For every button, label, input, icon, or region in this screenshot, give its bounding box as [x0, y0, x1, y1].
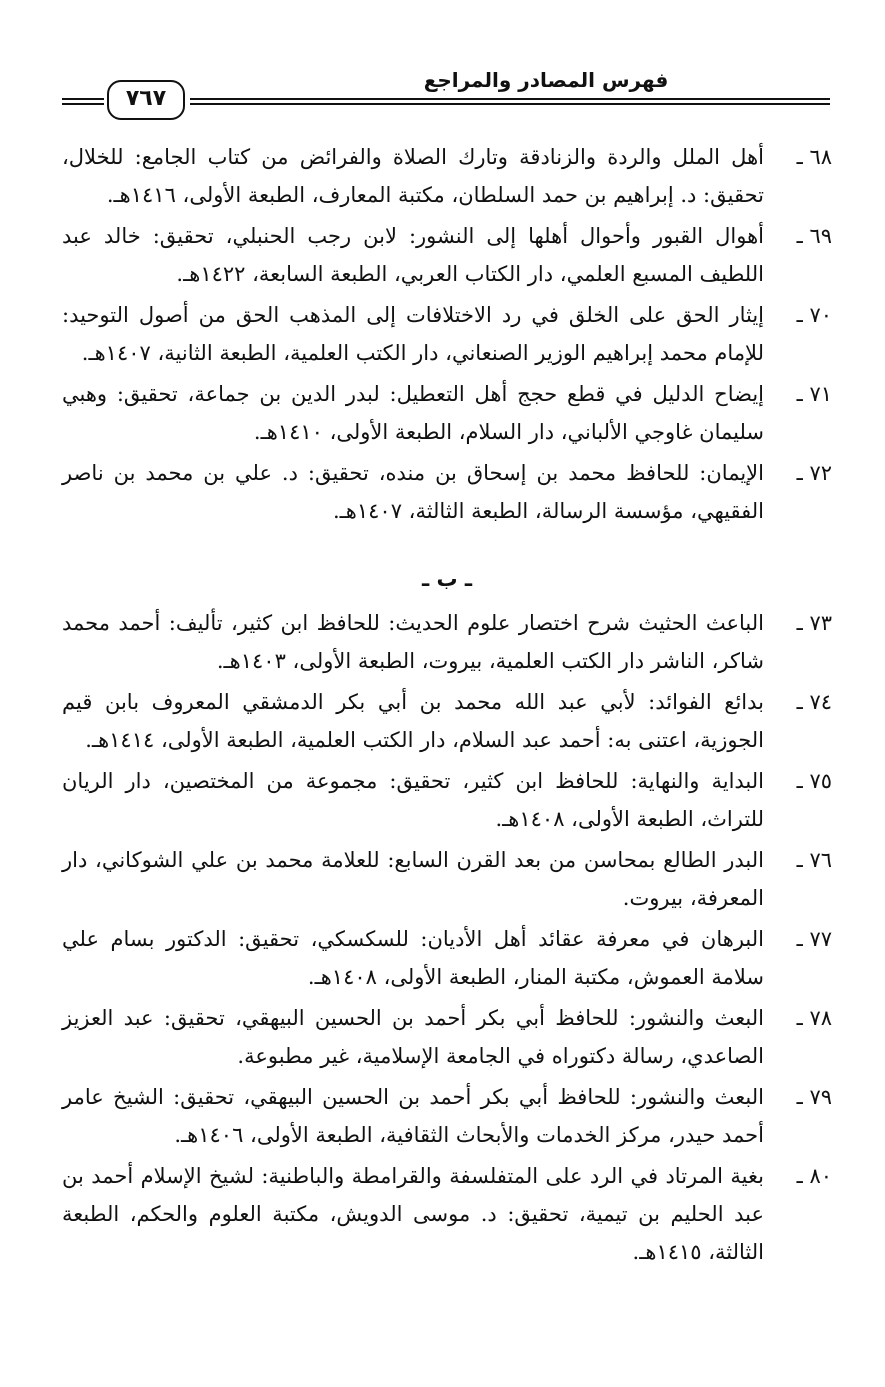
entry-text: الإيمان: للحافظ محمد بن إسحاق بن منده، تحقيق: د. علي بن محمد بن ناصر الفقيهي، مؤسسة الرسالة، الطبعة الثالثة، ١٤٠٧هـ.	[62, 461, 764, 523]
entry-text: البداية والنهاية: للحافظ ابن كثير، تحقيق: مجموعة من المختصين، دار الريان للتراث، الطبعة الأولى، ١٤٠٨هـ.	[62, 769, 764, 831]
entry-number: ٦٩ ـ	[796, 224, 832, 248]
entry-text: بدائع الفوائد: لأبي عبد الله محمد بن أبي بكر الدمشقي المعروف بابن قيم الجوزية، اعتنى به: أحمد عبد السلام، دار الكتب العلمية، الطبعة الأولى، ١٤١٤هـ.	[62, 690, 764, 752]
entry-text: البعث والنشور: للحافظ أبي بكر أحمد بن الحسين البيهقي، تحقيق: الشيخ عامر أحمد حيدر، مركز الخدمات والأبحاث الثقافية، الطبعة الأولى، ١٤٠٦هـ.	[62, 1085, 764, 1147]
entry-text: البعث والنشور: للحافظ أبي بكر أحمد بن الحسين البيهقي، تحقيق: عبد العزيز الصاعدي، رسالة دكتوراه في الجامعة الإسلامية، غير مطبوعة.	[62, 1006, 764, 1068]
bibliography-entry	[62, 296, 832, 372]
bibliography-entry	[62, 841, 832, 917]
entry-text: بغية المرتاد في الرد على المتفلسفة والقرامطة والباطنية: لشيخ الإسلام أحمد بن عبد الحليم بن تيمية، تحقيق: د. موسى الدويش، مكتبة العلوم والحكم، الطبعة الثالثة، ١٤١٥هـ.	[62, 1164, 764, 1264]
page-number: ٧٦٧	[107, 80, 185, 120]
bibliography-entry	[62, 762, 832, 838]
entry-number: ٧٢ ـ	[796, 461, 832, 485]
entry-number: ٧٠ ـ	[796, 303, 832, 327]
entry-text: البدر الطالع بمحاسن من بعد القرن السابع: للعلامة محمد بن علي الشوكاني، دار المعرفة، بيروت.	[62, 848, 764, 910]
entry-number: ٧٦ ـ	[796, 848, 832, 872]
entry-text: الباعث الحثيث شرح اختصار علوم الحديث: للحافظ ابن كثير، تأليف: أحمد محمد شاكر، الناشر دار الكتب العلمية، بيروت، الطبعة الأولى، ١٤٠٣هـ.	[62, 611, 764, 673]
section-letter-heading: ـ ب ـ	[421, 567, 473, 591]
entry-number: ٦٨ ـ	[796, 145, 832, 169]
bibliography-entry	[62, 604, 832, 680]
entry-number: ٧٧ ـ	[796, 927, 832, 951]
bibliography-entry	[62, 920, 832, 996]
bibliography-list	[62, 138, 832, 1274]
bibliography-entry	[62, 1157, 832, 1271]
header-rule-left	[62, 98, 104, 105]
bibliography-entry	[62, 375, 832, 451]
entry-text: إيثار الحق على الخلق في رد الاختلافات إلى المذهب الحق من أصول التوحيد: للإمام محمد إبراهيم الوزير الصنعاني، دار الكتب العلمية، الطبعة الثانية، ١٤٠٧هـ.	[62, 303, 764, 365]
entry-number: ٧٤ ـ	[796, 690, 832, 714]
bibliography-entry	[62, 999, 832, 1075]
bibliography-entry	[62, 217, 832, 293]
entry-number: ٧١ ـ	[796, 382, 832, 406]
bibliography-entry	[62, 454, 832, 530]
entry-text: أهل الملل والردة والزنادقة وتارك الصلاة والفرائض من كتاب الجامع: للخلال، تحقيق: د. إبراهيم بن حمد السلطان، مكتبة المعارف، الطبعة الأولى، ١٤١٦هـ.	[62, 145, 764, 207]
entry-number: ٧٣ ـ	[796, 611, 832, 635]
entry-number: ٧٩ ـ	[796, 1085, 832, 1109]
entry-number: ٨٠ ـ	[796, 1164, 832, 1188]
entry-number: ٧٨ ـ	[796, 1006, 832, 1030]
bibliography-entry	[62, 1078, 832, 1154]
entry-text: إيضاح الدليل في قطع حجج أهل التعطيل: لبدر الدين بن جماعة، تحقيق: وهبي سليمان غاوجي الألباني، دار السلام، الطبعة الأولى، ١٤١٠هـ.	[62, 382, 764, 444]
running-title: فهرس المصادر والمراجع	[423, 68, 669, 92]
header-rule-right	[190, 98, 830, 105]
entry-text: البرهان في معرفة عقائد أهل الأديان: للسكسكي، تحقيق: الدكتور بسام علي سلامة العموش، مكتبة المنار، الطبعة الأولى، ١٤٠٨هـ.	[62, 927, 764, 989]
page-header	[62, 68, 830, 128]
bibliography-entry	[62, 683, 832, 759]
bibliography-entry	[62, 138, 832, 214]
entry-number: ٧٥ ـ	[796, 769, 832, 793]
entry-text: أهوال القبور وأحوال أهلها إلى النشور: لابن رجب الحنبلي، تحقيق: خالد عبد اللطيف المسبع العلمي، دار الكتاب العربي، الطبعة السابعة، ١٤٢٢هـ.	[62, 224, 764, 286]
